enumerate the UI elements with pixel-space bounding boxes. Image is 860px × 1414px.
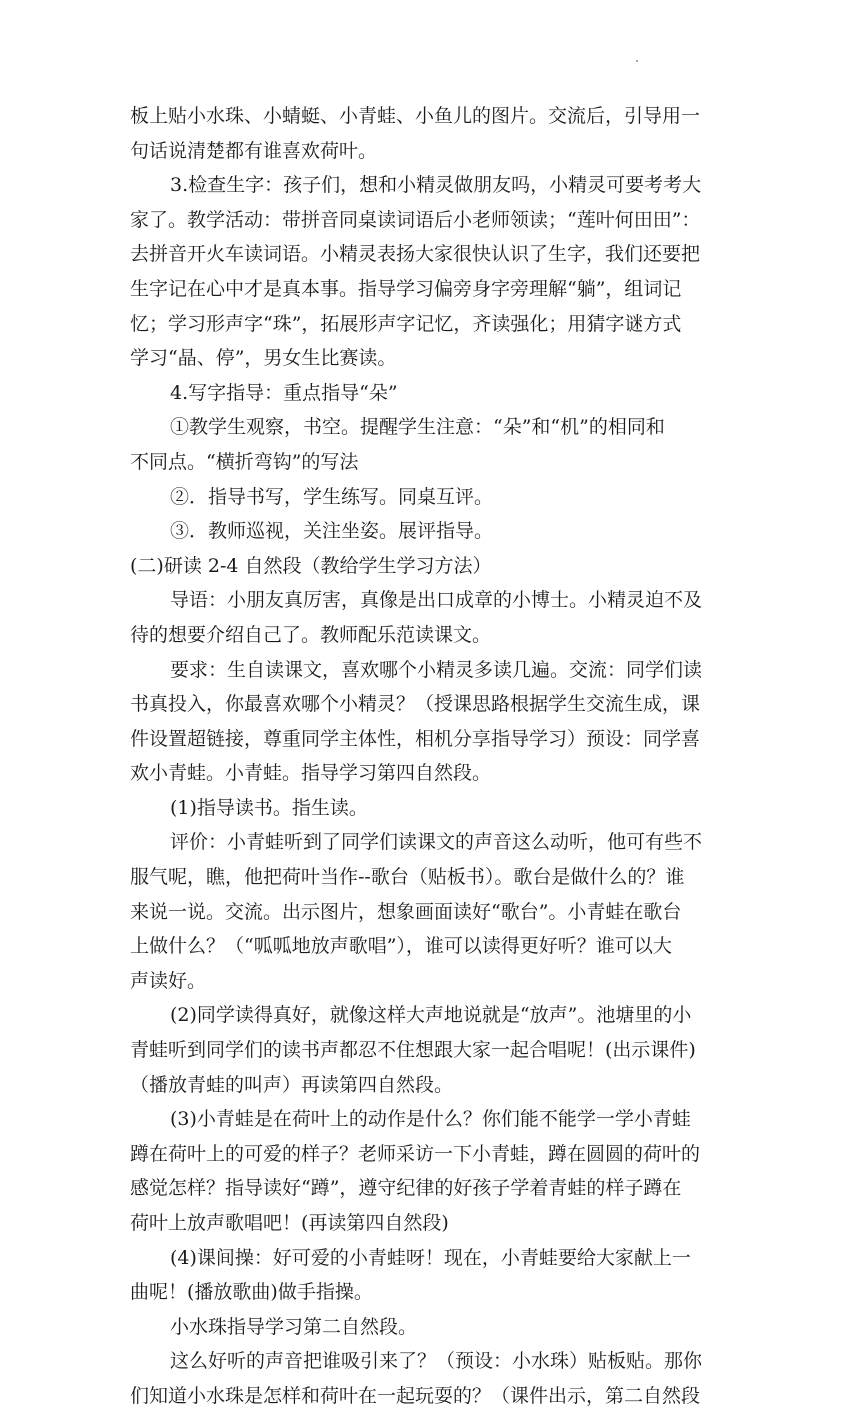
text-line: (2)同学读得真好，就像这样大声地说就是“放声”。池塘里的小	[170, 1004, 692, 1027]
text-line: (3)小青蛙是在荷叶上的动作是什么？你们能不能学一学小青蛙	[170, 1108, 691, 1131]
text-line: 这么好听的声音把谁吸引来了？（预设：小水珠）贴板贴。那你	[170, 1350, 703, 1373]
text-line: ①教学生观察，书空。提醒学生注意：“朵”和“机”的相同和	[170, 416, 665, 439]
text-line: （播放青蛙的叫声）再读第四自然段。	[130, 1073, 454, 1096]
text-line: 青蛙听到同学们的读书声都忍不住想跟大家一起合唱呢！(出示课件)	[130, 1039, 696, 1062]
text-line: 上做什么？（“呱呱地放声歌唱”），谁可以读得更好听？谁可以大	[130, 935, 672, 958]
text-line: 生字记在心中才是真本事。指导学习偏旁身字旁理解“躺”，组词记	[130, 277, 682, 300]
body-text	[0, 99, 860, 1414]
text-line: 板上贴小水珠、小蜻蜓、小青蛙、小鱼儿的图片。交流后，引导用一	[130, 105, 701, 127]
text-line: 要求：生自读课文，喜欢哪个小精灵多读几遍。交流：同学们读	[170, 658, 703, 681]
text-line: ③．教师巡视，关注坐姿。展评指导。	[170, 520, 494, 543]
text-line: (1)指导读书。指生读。	[170, 796, 368, 819]
text-line: 4.写字指导：重点指导“朵”	[170, 381, 398, 404]
text-line: 去拼音开火车读词语。小精灵表扬大家很快认识了生字，我们还要把	[130, 243, 701, 266]
text-line: 评价：小青蛙听到了同学们读课文的声音这么动听，他可有些不	[170, 831, 703, 854]
text-line: 们知道小水珠是怎样和荷叶在一起玩耍的？（课件出示，第二自然段	[130, 1384, 701, 1407]
text-line: 句话说清楚都有谁喜欢荷叶。	[130, 139, 378, 162]
text-line: 欢小青蛙。小青蛙。指导学习第四自然段。	[130, 762, 492, 785]
text-line: 蹲在荷叶上的可爱的样子？老师采访一下小青蛙，蹲在圆圆的荷叶的	[130, 1142, 701, 1165]
text-line: 感觉怎样？指导读好“蹲”，遵守纪律的好孩子学着青蛙的样子蹲在	[130, 1177, 682, 1200]
text-line: 荷叶上放声歌唱吧！(再读第四自然段)	[130, 1212, 449, 1234]
text-line: ②．指导书写，学生练写。同桌互评。	[170, 485, 494, 508]
text-line: 3.检查生字：孩子们，想和小精灵做朋友吗，小精灵可要考考大	[170, 174, 702, 197]
text-line: 来说一说。交流。出示图片，想象画面读好“歌台”。小青蛙在歌台	[130, 900, 682, 923]
section-heading: (二)研读 2-4 自然段（教给学生学习方法）	[130, 554, 492, 577]
text-line: 学习“晶、停”，男女生比赛读。	[130, 347, 397, 370]
page-mark	[636, 60, 638, 62]
text-line: 导语：小朋友真厉害，真像是出口成章的小博士。小精灵迫不及	[170, 589, 703, 612]
text-line: 件设置超链接，尊重同学主体性，相机分享指导学习）预设：同学喜	[130, 727, 701, 750]
text-line: 不同点。“横折弯钩”的写法	[130, 450, 359, 473]
text-line: 忆；学习形声字“珠”，拓展形声字记忆，齐读强化；用猜字谜方式	[130, 312, 682, 335]
text-line: 声读好。	[130, 969, 207, 992]
text-line: 书真投入，你最喜欢哪个小精灵？（授课思路根据学生交流生成，课	[130, 693, 701, 716]
text-line: 待的想要介绍自己了。教师配乐范读课文。	[130, 623, 492, 646]
text-line: 曲呢！(播放歌曲)做手指操。	[130, 1281, 373, 1304]
text-line: 家了。教学活动：带拼音同桌读词语后小老师领读；“莲叶何田田”：	[130, 208, 701, 231]
text-line: (4)课间操：好可爱的小青蛙呀！现在，小青蛙要给大家献上一	[170, 1246, 691, 1269]
text-line: 小水珠指导学习第二自然段。	[170, 1315, 418, 1338]
text-line: 服气呢，瞧，他把荷叶当作--歌台（贴板书）。歌台是做什么的？谁	[130, 866, 685, 889]
